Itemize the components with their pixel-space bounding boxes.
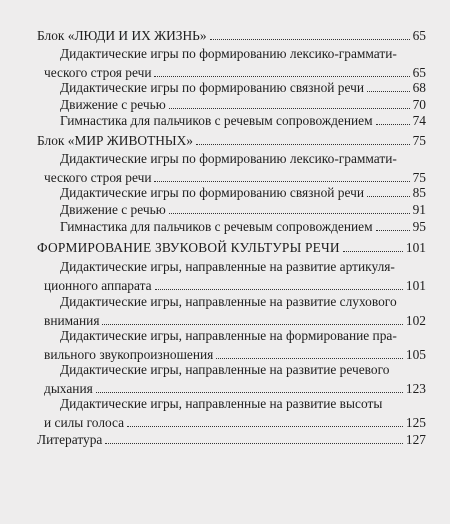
- toc-page-number: 101: [405, 278, 426, 293]
- toc-entry: [44, 151, 426, 185]
- toc-line: Дидактические игры, направленные на развитие высоты: [60, 396, 383, 411]
- dot-leader: [367, 91, 410, 92]
- toc-entry: [60, 202, 426, 217]
- toc-line: [37, 240, 426, 255]
- toc-page-number: 102: [405, 313, 426, 328]
- toc-entry: [44, 46, 426, 80]
- toc-entry-title: ческого строя речи: [44, 170, 152, 185]
- toc-entry: [60, 113, 426, 128]
- toc-line: Дидактические игры, направленные на развитие артикуля-: [60, 259, 395, 274]
- toc-entry: [44, 396, 426, 430]
- toc-entry: [44, 328, 426, 362]
- toc-entry: [60, 97, 426, 112]
- dot-leader: [367, 196, 410, 197]
- toc-page-number: 95: [412, 219, 426, 234]
- toc-page-number: 65: [412, 65, 426, 80]
- toc-entry-title: Блок «ЛЮДИ И ИХ ЖИЗНЬ»: [37, 28, 207, 43]
- dot-leader: [376, 230, 410, 231]
- toc-entry: [60, 80, 426, 95]
- toc-line: Дидактические игры, направленные на формирование пра-: [60, 328, 397, 343]
- toc-line: [44, 278, 426, 293]
- toc-line: [37, 133, 426, 148]
- toc-line: Дидактические игры по формированию лексико-граммати-: [60, 151, 397, 166]
- dot-leader: [105, 443, 403, 444]
- toc-page-number: 123: [405, 381, 426, 396]
- toc-line: [60, 202, 426, 217]
- toc-line: Дидактические игры, направленные на развитие слухового: [60, 294, 397, 309]
- dot-leader: [376, 124, 410, 125]
- toc-line: [60, 219, 426, 234]
- dot-leader: [216, 358, 403, 359]
- dot-leader: [155, 289, 403, 290]
- dot-leader: [102, 324, 402, 325]
- toc-entry-title: Дидактические игры по формированию связной речи: [60, 80, 365, 95]
- toc-entry: [44, 294, 426, 328]
- toc-page-number: 70: [412, 97, 426, 112]
- toc-line: [37, 432, 426, 447]
- toc-line: [44, 347, 426, 362]
- toc-page-number: 65: [412, 28, 426, 43]
- dot-leader: [210, 39, 410, 40]
- toc-entry: [60, 219, 426, 234]
- dot-leader: [154, 76, 409, 77]
- toc-entry-title: Движение с речью: [60, 97, 166, 112]
- dot-leader: [127, 426, 403, 427]
- toc-section-heading: [37, 240, 426, 255]
- toc-entry-block-people: [37, 28, 426, 43]
- toc-line: Дидактические игры по формированию лексико-граммати-: [60, 46, 397, 61]
- toc-page-number: 91: [412, 202, 426, 217]
- toc-line: [60, 113, 426, 128]
- toc-entry-title: Литература: [37, 432, 103, 447]
- toc-entry-title: внимания: [44, 313, 100, 328]
- dot-leader: [343, 251, 403, 252]
- dot-leader: [169, 213, 410, 214]
- toc-entry-title: ционного аппарата: [44, 278, 152, 293]
- toc-line: [37, 28, 426, 43]
- dot-leader: [196, 144, 410, 145]
- toc-entry: [60, 185, 426, 200]
- toc-line: [44, 381, 426, 396]
- toc-line: [60, 185, 426, 200]
- toc-entry-title: Гимнастика для пальчиков с речевым сопровождением: [60, 219, 373, 234]
- toc-entry: [44, 259, 426, 293]
- toc-entry-title: Дидактические игры по формированию связной речи: [60, 185, 365, 200]
- toc-line: [44, 65, 426, 80]
- toc-page-number: 105: [405, 347, 426, 362]
- toc-page-number: 127: [405, 432, 426, 447]
- toc-page-number: 68: [412, 80, 426, 95]
- dot-leader: [154, 181, 409, 182]
- toc-entry: [44, 362, 426, 396]
- toc-page-number: 125: [405, 415, 426, 430]
- dot-leader: [96, 392, 403, 393]
- toc-page-number: 75: [412, 133, 426, 148]
- toc-entry-title: Движение с речью: [60, 202, 166, 217]
- toc-entry-block-animals: [37, 133, 426, 148]
- toc-line: [44, 170, 426, 185]
- toc-line: [60, 97, 426, 112]
- dot-leader: [169, 108, 410, 109]
- toc-entry-title: ФОРМИРОВАНИЕ ЗВУКОВОЙ КУЛЬТУРЫ РЕЧИ: [37, 240, 340, 255]
- toc-entry-title: дыхания: [44, 381, 93, 396]
- toc-entry-title: вильного звукопроизношения: [44, 347, 214, 362]
- toc-entry-literature: [37, 432, 426, 447]
- toc-page-number: 75: [412, 170, 426, 185]
- toc-line: [44, 415, 426, 430]
- toc-entry-title: ческого строя речи: [44, 65, 152, 80]
- toc-line: Дидактические игры, направленные на развитие речевого: [60, 362, 390, 377]
- toc-entry-title: Блок «МИР ЖИВОТНЫХ»: [37, 133, 193, 148]
- toc-page-number: 74: [412, 113, 426, 128]
- toc-line: [60, 80, 426, 95]
- toc-entry-title: Гимнастика для пальчиков с речевым сопровождением: [60, 113, 373, 128]
- toc-page-number: 85: [412, 185, 426, 200]
- toc-entry-title: и силы голоса: [44, 415, 125, 430]
- toc-line: [44, 313, 426, 328]
- toc-page-number: 101: [405, 240, 426, 255]
